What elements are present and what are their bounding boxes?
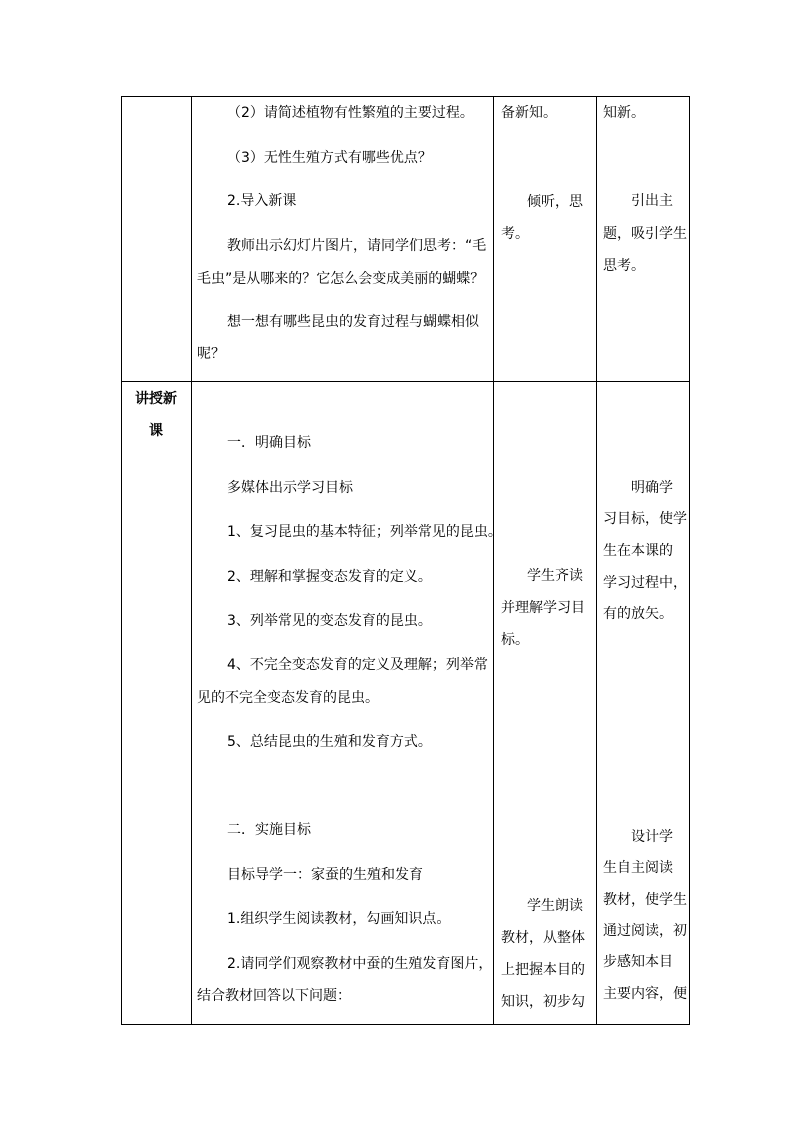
row2-student-line: 学生齐读 bbox=[527, 568, 583, 584]
row2-content-line: 见的不完全变态发育的昆虫。 bbox=[197, 690, 379, 706]
row1-content-line: 教师出示幻灯片图片，请同学们思考：“毛 bbox=[227, 238, 487, 254]
row2-student-line: 知识，初步勾 bbox=[501, 994, 585, 1010]
row1-student-line: 考。 bbox=[501, 226, 529, 242]
row2-student-line: 学生朗读 bbox=[527, 898, 583, 914]
table-divider-student bbox=[596, 96, 597, 1025]
table-border-right bbox=[689, 96, 690, 1025]
row1-content-line: 想一想有哪些昆虫的发育过程与蝴蝶相似 bbox=[227, 314, 479, 330]
table-border-left bbox=[121, 96, 122, 1025]
row1-student-line: 倾听，思 bbox=[527, 194, 583, 210]
row2-intent-line: 生自主阅读 bbox=[603, 860, 673, 876]
row2-intent-line: 生在本课的 bbox=[603, 543, 673, 559]
row2-student-line: 上把握本目的 bbox=[501, 962, 585, 978]
row2-student-line: 并理解学习目 bbox=[501, 600, 585, 616]
row2-content-line: 2.请同学们观察教材中蚕的生殖发育图片， bbox=[227, 956, 493, 972]
row1-content-line: 呢？ bbox=[197, 346, 225, 362]
row1-intent-line: 题，吸引学生 bbox=[603, 226, 687, 242]
row2-content-line: 4、不完全变态发育的定义及理解；列举常 bbox=[227, 657, 488, 673]
row1-intent-line: 引出主 bbox=[631, 193, 673, 209]
row2-content-line: 1、复习昆虫的基本特征；列举常见的昆虫。 bbox=[227, 524, 502, 540]
row2-content-line: 一．明确目标 bbox=[227, 435, 311, 451]
row1-intent-line: 思考。 bbox=[603, 258, 645, 274]
table-border-bottom bbox=[121, 1024, 690, 1025]
row2-content-line: 5、总结昆虫的生殖和发育方式。 bbox=[227, 734, 432, 750]
row2-content-line: 二．实施目标 bbox=[227, 822, 311, 838]
row2-intent-line: 有的放矢。 bbox=[603, 606, 673, 622]
row2-stage-label: 讲授新 bbox=[135, 391, 177, 407]
row1-content-line: 毛虫”是从哪来的？它怎么会变成美丽的蝴蝶？ bbox=[197, 271, 485, 287]
row2-intent-line: 通过阅读，初 bbox=[603, 923, 687, 939]
row2-intent-line: 设计学 bbox=[631, 829, 673, 845]
row1-student-line: 备新知。 bbox=[501, 105, 557, 121]
row1-content-line: （2）请简述植物有性繁殖的主要过程。 bbox=[227, 105, 474, 121]
table-divider-content bbox=[493, 96, 494, 1025]
row2-student-line: 标。 bbox=[501, 632, 529, 648]
row2-intent-line: 主要内容，便 bbox=[603, 986, 687, 1002]
row2-content-line: 3、列举常见的变态发育的昆虫。 bbox=[227, 613, 432, 629]
row2-student-line: 教材，从整体 bbox=[501, 930, 585, 946]
row2-intent-line: 明确学 bbox=[631, 480, 673, 496]
row2-content-line: 多媒体出示学习目标 bbox=[227, 480, 353, 496]
row2-content-line: 1.组织学生阅读教材，勾画知识点。 bbox=[227, 911, 451, 927]
row2-content-line: 目标导学一：家蚕的生殖和发育 bbox=[227, 867, 423, 883]
row2-content-line: 2、理解和掌握变态发育的定义。 bbox=[227, 569, 432, 585]
row2-intent-line: 步感知本目 bbox=[603, 954, 673, 970]
row2-intent-line: 教材，使学生 bbox=[603, 892, 687, 908]
row2-intent-line: 习目标，使学 bbox=[603, 511, 687, 527]
table-row-divider bbox=[121, 381, 690, 382]
row1-intent-line: 知新。 bbox=[603, 105, 645, 121]
table-divider-stage bbox=[191, 96, 192, 1025]
row2-content-line: 结合教材回答以下问题： bbox=[197, 988, 351, 1004]
row2-stage-label: 课 bbox=[149, 423, 163, 439]
row1-content-line: （3）无性生殖方式有哪些优点？ bbox=[227, 150, 432, 166]
row1-content-line: 2.导入新课 bbox=[227, 193, 297, 209]
row2-intent-line: 学习过程中， bbox=[603, 575, 687, 591]
table-border-top bbox=[121, 96, 690, 97]
